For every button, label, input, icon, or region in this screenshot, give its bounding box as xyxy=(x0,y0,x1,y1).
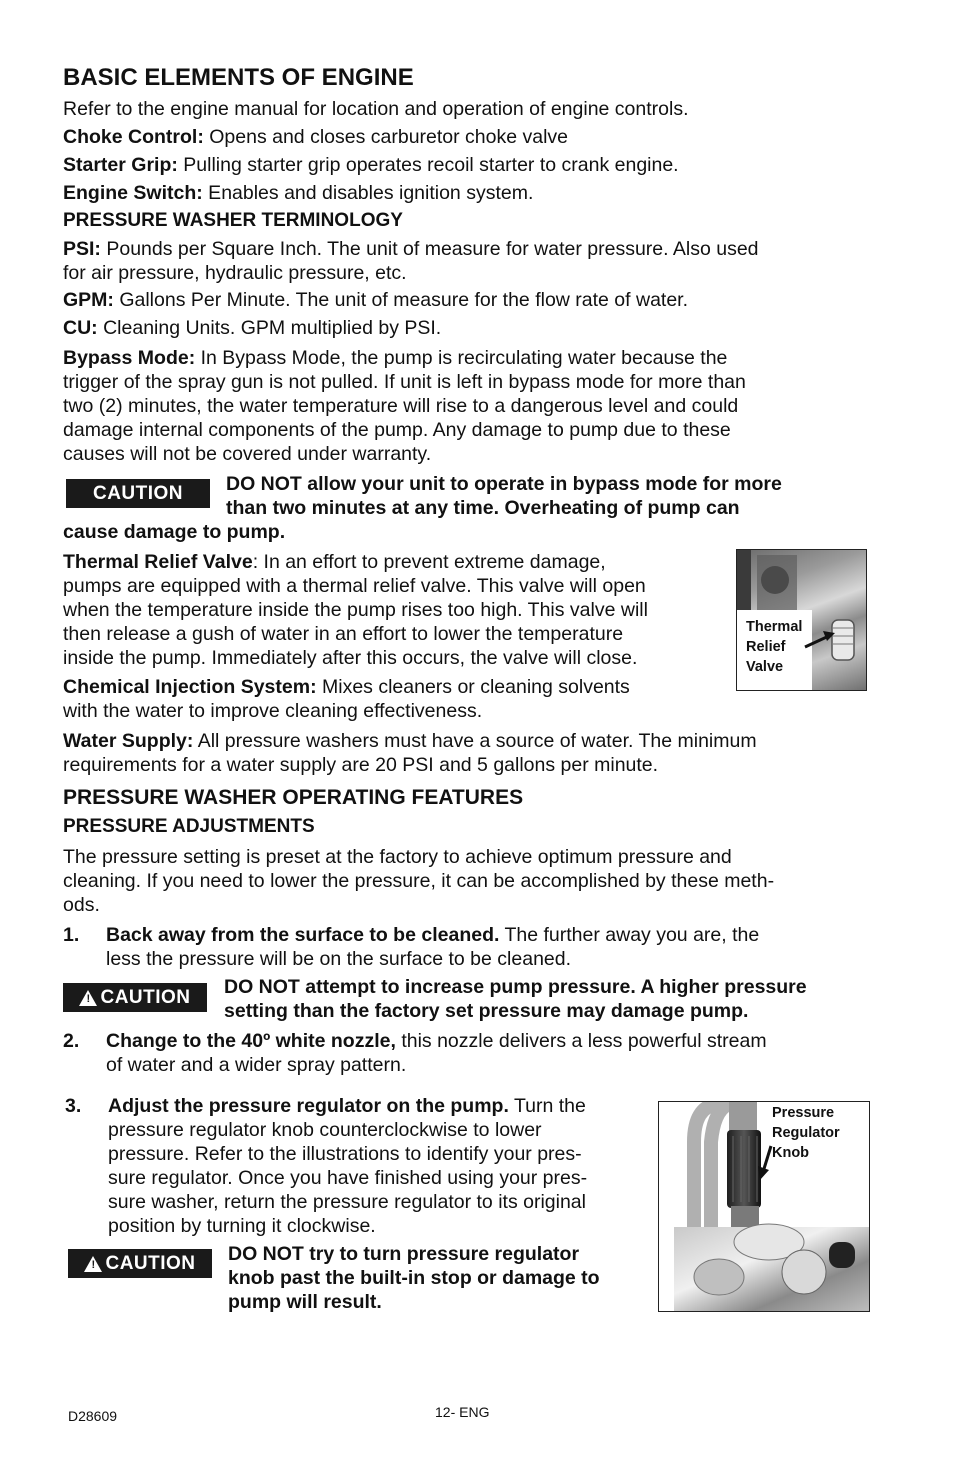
line: The further away you are, the xyxy=(499,924,760,946)
features-heading: PRESSURE WASHER OPERATING FEATURES xyxy=(63,786,524,809)
chemical-injection-item xyxy=(63,675,630,723)
pressure-regulator-photo xyxy=(658,1101,870,1312)
step-2 xyxy=(106,1029,767,1077)
adjust-intro xyxy=(63,845,774,917)
psi-item xyxy=(63,237,759,285)
terminology-heading: PRESSURE WASHER TERMINOLOGY xyxy=(63,210,403,231)
caution-label xyxy=(63,983,207,1012)
step-number: 3. xyxy=(65,1095,82,1117)
line: All pressure washers must have a source of water. The minimum xyxy=(193,730,757,752)
caution-text: CAUTION xyxy=(92,482,184,504)
line: this nozzle delivers a less powerful stream xyxy=(395,1030,767,1052)
step-title: Change to the 40º white nozzle, xyxy=(106,1030,396,1052)
line: ods. xyxy=(63,894,100,916)
warning-triangle-icon: ! xyxy=(84,1256,102,1272)
definition: Gallons Per Minute. The unit of measure for the flow rate of water. xyxy=(113,289,689,311)
definition: Pounds per Square Inch. The unit of measure for water pressure. Also used xyxy=(100,238,759,260)
line: two (2) minutes, the water temperature will rise to a dangerous level and could xyxy=(63,395,739,417)
caution-text: CAUTION xyxy=(100,986,191,1008)
label-line: Thermal xyxy=(746,619,803,635)
caution-pressure-text xyxy=(224,975,807,1023)
intro-text: Refer to the engine manual for location and operation of engine controls. xyxy=(63,98,689,120)
step-number: 1. xyxy=(63,924,80,946)
caution-text: CAUTION xyxy=(105,1252,196,1274)
cu-item xyxy=(63,316,441,340)
term: Bypass Mode: xyxy=(63,347,196,369)
line: sure regulator. Once you have finished using your pres- xyxy=(108,1167,588,1189)
term: CU: xyxy=(63,317,98,339)
term: GPM: xyxy=(63,289,114,311)
engine-switch-item xyxy=(63,181,533,205)
definition: Enables and disables ignition system. xyxy=(202,182,534,204)
caution-label xyxy=(66,479,210,508)
definition: Opens and closes carburetor choke valve xyxy=(203,126,569,148)
line: causes will not be covered under warranty. xyxy=(63,443,432,465)
step-3 xyxy=(108,1094,587,1238)
label-line: Relief xyxy=(746,639,786,655)
term: Chemical Injection System: xyxy=(63,676,317,698)
label-line: Pressure xyxy=(772,1105,835,1121)
caution-label xyxy=(68,1249,212,1278)
definition: Cleaning Units. GPM multiplied by PSI. xyxy=(97,317,442,339)
line: DO NOT try to turn pressure regulator xyxy=(228,1243,580,1265)
line: pumps are equipped with a thermal relief valve. This valve will open xyxy=(63,575,646,597)
term: PSI: xyxy=(63,238,101,260)
line: of water and a wider spray pattern. xyxy=(106,1054,407,1076)
page-number: 12- ENG xyxy=(435,1404,490,1420)
line: Mixes cleaners or cleaning solvents xyxy=(316,676,630,698)
water-supply-item xyxy=(63,729,757,777)
thermal-relief-valve-photo xyxy=(736,549,867,691)
label-line: Valve xyxy=(746,659,784,675)
line: knob past the built-in stop or damage to xyxy=(228,1267,600,1289)
term: Thermal Relief Valve xyxy=(63,551,253,573)
term: Water Supply: xyxy=(63,730,194,752)
step-1 xyxy=(106,923,759,971)
line: The pressure setting is preset at the factory to achieve optimum pressure and xyxy=(63,846,732,868)
step-title: Back away from the surface to be cleaned. xyxy=(106,924,500,946)
caution-regulator-text xyxy=(228,1242,600,1314)
line: cleaning. If you need to lower the pressure, it can be accomplished by these meth- xyxy=(63,870,775,892)
line: position by turning it clockwise. xyxy=(108,1215,376,1237)
line: requirements for a water supply are 20 PSI and 5 gallons per minute. xyxy=(63,754,659,776)
line: pump will result. xyxy=(228,1291,382,1313)
line: trigger of the spray gun is not pulled. If unit is left in bypass mode for more than xyxy=(63,371,746,393)
line: with the water to improve cleaning effectiveness. xyxy=(63,700,483,722)
bypass-item xyxy=(63,346,746,466)
starter-grip-item xyxy=(63,153,679,177)
line: sure washer, return the pressure regulator to its original xyxy=(108,1191,586,1213)
document-id: D28609 xyxy=(68,1408,118,1424)
definition-cont: for air pressure, hydraulic pressure, etc. xyxy=(63,262,407,284)
adjustments-heading: PRESSURE ADJUSTMENTS xyxy=(63,816,315,837)
thermal-photo-label xyxy=(746,617,802,677)
line: when the temperature inside the pump rises too high. This valve will xyxy=(63,599,648,621)
label-line: Knob xyxy=(772,1145,810,1161)
line: damage internal components of the pump. Any damage to pump due to these xyxy=(63,419,731,441)
gpm-item xyxy=(63,288,688,312)
line: pressure regulator knob counterclockwise to lower xyxy=(108,1119,542,1141)
step-title: Adjust the pressure regulator on the pump. xyxy=(108,1095,509,1117)
step-number: 2. xyxy=(63,1030,80,1052)
line: : In an effort to prevent extreme damage, xyxy=(252,551,606,573)
page-title: BASIC ELEMENTS OF ENGINE xyxy=(63,64,414,91)
term: Starter Grip: xyxy=(63,154,178,176)
line: pressure. Refer to the illustrations to identify your pres- xyxy=(108,1143,582,1165)
line: inside the pump. Immediately after this occurs, the valve will close. xyxy=(63,647,638,669)
regulator-photo-label xyxy=(772,1103,840,1163)
line: Turn the xyxy=(508,1095,586,1117)
term: Engine Switch: xyxy=(63,182,203,204)
caution-bypass-text-end: cause damage to pump. xyxy=(63,521,286,543)
choke-control-item xyxy=(63,125,568,149)
term: Choke Control: xyxy=(63,126,204,148)
definition: Pulling starter grip operates recoil starter to crank engine. xyxy=(177,154,679,176)
line: than two minutes at any time. Overheating of pump can xyxy=(226,497,740,519)
line: DO NOT attempt to increase pump pressure. A higher pressure xyxy=(224,976,807,998)
thermal-relief-item xyxy=(63,550,648,670)
line: less the pressure will be on the surface to be cleaned. xyxy=(106,948,572,970)
line: then release a gush of water in an effort to lower the temperature xyxy=(63,623,624,645)
label-line: Regulator xyxy=(772,1125,840,1141)
line: setting than the factory set pressure may damage pump. xyxy=(224,1000,749,1022)
warning-triangle-icon: ! xyxy=(79,990,97,1006)
caution-bypass-text xyxy=(226,472,782,520)
line: DO NOT allow your unit to operate in bypass mode for more xyxy=(226,473,782,495)
line: In Bypass Mode, the pump is recirculating water because the xyxy=(195,347,728,369)
